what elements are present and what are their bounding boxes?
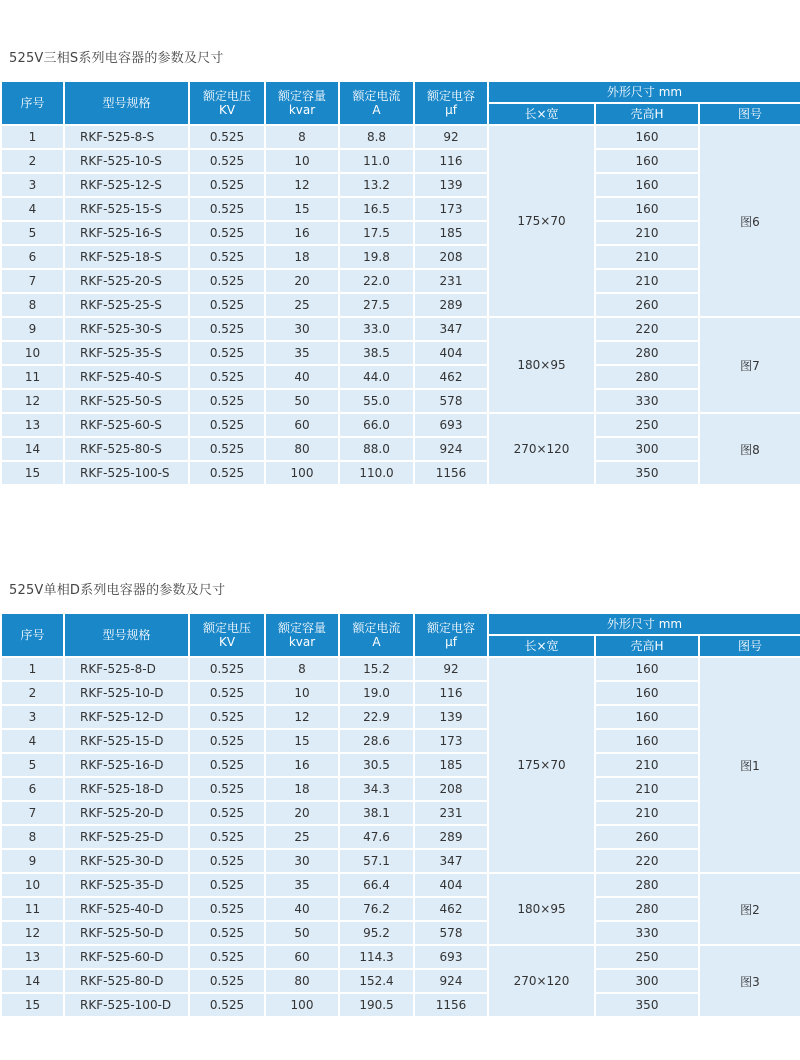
header-capacity — [265, 613, 339, 657]
cell-capacitance: 404 — [414, 873, 488, 897]
cell-voltage: 0.525 — [189, 365, 265, 389]
cell-voltage: 0.525 — [189, 753, 265, 777]
cell-index: 11 — [1, 897, 64, 921]
cell-index: 1 — [1, 125, 64, 149]
spec-table — [0, 80, 800, 486]
cell-index: 8 — [1, 825, 64, 849]
header-capacity-label: 额定容量 — [277, 89, 326, 103]
cell-capacitance: 693 — [414, 413, 488, 437]
cell-capacity: 80 — [265, 969, 339, 993]
table-row — [1, 293, 800, 317]
header-height: 壳高H — [595, 635, 699, 657]
cell-capacitance: 116 — [414, 681, 488, 705]
table-row — [1, 437, 800, 461]
cell-index: 7 — [1, 269, 64, 293]
cell-current: 28.6 — [339, 729, 414, 753]
cell-model: RKF-525-60-D — [64, 945, 189, 969]
header-voltage-label: 额定电压 — [202, 621, 251, 635]
cell-model: RKF-525-60-S — [64, 413, 189, 437]
cell-current: 190.5 — [339, 993, 414, 1017]
cell-capacity: 30 — [265, 849, 339, 873]
cell-height: 160 — [595, 681, 699, 705]
table-row — [1, 657, 800, 681]
cell-length-width: 270×120 — [488, 413, 595, 485]
cell-capacity: 40 — [265, 365, 339, 389]
cell-capacity: 60 — [265, 945, 339, 969]
cell-capacitance: 208 — [414, 777, 488, 801]
cell-capacitance: 1156 — [414, 461, 488, 485]
cell-voltage: 0.525 — [189, 705, 265, 729]
cell-capacity: 40 — [265, 897, 339, 921]
cell-height: 160 — [595, 729, 699, 753]
cell-current: 152.4 — [339, 969, 414, 993]
cell-capacitance: 116 — [414, 149, 488, 173]
table-row — [1, 365, 800, 389]
cell-capacitance: 289 — [414, 825, 488, 849]
table-row — [1, 245, 800, 269]
cell-capacitance: 208 — [414, 245, 488, 269]
cell-figure: 图2 — [699, 873, 800, 945]
cell-model: RKF-525-16-D — [64, 753, 189, 777]
header-capacity-unit: kvar — [288, 103, 316, 117]
cell-current: 38.1 — [339, 801, 414, 825]
table-row — [1, 197, 800, 221]
cell-model: RKF-525-50-S — [64, 389, 189, 413]
cell-index: 1 — [1, 657, 64, 681]
cell-capacity: 12 — [265, 173, 339, 197]
table-row — [1, 125, 800, 149]
table-row — [1, 269, 800, 293]
cell-model: RKF-525-10-S — [64, 149, 189, 173]
table-row — [1, 317, 800, 341]
header-current-unit: A — [372, 635, 381, 649]
cell-capacity: 10 — [265, 681, 339, 705]
table-row — [1, 173, 800, 197]
cell-index: 10 — [1, 341, 64, 365]
cell-voltage: 0.525 — [189, 969, 265, 993]
cell-voltage: 0.525 — [189, 413, 265, 437]
cell-height: 260 — [595, 293, 699, 317]
cell-current: 47.6 — [339, 825, 414, 849]
header-length-width: 长×宽 — [488, 635, 595, 657]
cell-capacity: 35 — [265, 341, 339, 365]
cell-capacitance: 347 — [414, 317, 488, 341]
cell-height: 210 — [595, 269, 699, 293]
cell-capacitance: 462 — [414, 365, 488, 389]
cell-current: 22.0 — [339, 269, 414, 293]
header-figure: 图号 — [699, 103, 800, 125]
cell-index: 3 — [1, 173, 64, 197]
cell-current: 8.8 — [339, 125, 414, 149]
header-index: 序号 — [1, 613, 64, 657]
table-row — [1, 149, 800, 173]
cell-capacity: 20 — [265, 269, 339, 293]
cell-capacitance: 1156 — [414, 993, 488, 1017]
cell-index: 5 — [1, 221, 64, 245]
cell-length-width: 180×95 — [488, 873, 595, 945]
cell-capacity: 25 — [265, 825, 339, 849]
header-voltage — [189, 81, 265, 125]
cell-figure: 图1 — [699, 657, 800, 873]
cell-voltage: 0.525 — [189, 873, 265, 897]
table-row — [1, 681, 800, 705]
cell-height: 160 — [595, 705, 699, 729]
cell-capacity: 15 — [265, 729, 339, 753]
cell-index: 13 — [1, 413, 64, 437]
cell-capacity: 10 — [265, 149, 339, 173]
cell-model: RKF-525-35-S — [64, 341, 189, 365]
cell-capacitance: 139 — [414, 705, 488, 729]
header-capacity — [265, 81, 339, 125]
cell-model: RKF-525-40-S — [64, 365, 189, 389]
header-capacitance — [414, 613, 488, 657]
header-capacitance-unit: μf — [445, 103, 457, 117]
cell-model: RKF-525-80-S — [64, 437, 189, 461]
header-voltage-label: 额定电压 — [202, 89, 251, 103]
cell-current: 95.2 — [339, 921, 414, 945]
cell-height: 280 — [595, 365, 699, 389]
cell-height: 260 — [595, 825, 699, 849]
cell-model: RKF-525-30-D — [64, 849, 189, 873]
cell-voltage: 0.525 — [189, 437, 265, 461]
cell-model: RKF-525-100-S — [64, 461, 189, 485]
table-body — [1, 657, 800, 1017]
table-row — [1, 729, 800, 753]
cell-current: 114.3 — [339, 945, 414, 969]
cell-index: 12 — [1, 389, 64, 413]
cell-model: RKF-525-20-D — [64, 801, 189, 825]
cell-voltage: 0.525 — [189, 681, 265, 705]
cell-current: 88.0 — [339, 437, 414, 461]
table-row — [1, 389, 800, 413]
cell-capacity: 35 — [265, 873, 339, 897]
cell-capacity: 50 — [265, 389, 339, 413]
cell-capacity: 100 — [265, 993, 339, 1017]
cell-current: 11.0 — [339, 149, 414, 173]
cell-index: 4 — [1, 197, 64, 221]
cell-voltage: 0.525 — [189, 897, 265, 921]
cell-current: 38.5 — [339, 341, 414, 365]
header-index: 序号 — [1, 81, 64, 125]
cell-height: 350 — [595, 993, 699, 1017]
cell-figure: 图7 — [699, 317, 800, 413]
cell-index: 6 — [1, 777, 64, 801]
cell-capacity: 80 — [265, 437, 339, 461]
cell-current: 19.0 — [339, 681, 414, 705]
cell-capacitance: 578 — [414, 389, 488, 413]
header-dimensions: 外形尺寸 mm — [488, 613, 800, 635]
cell-length-width: 180×95 — [488, 317, 595, 413]
cell-index: 9 — [1, 317, 64, 341]
header-current-label: 额定电流 — [352, 89, 401, 103]
cell-index: 5 — [1, 753, 64, 777]
cell-voltage: 0.525 — [189, 945, 265, 969]
table-row — [1, 705, 800, 729]
cell-model: RKF-525-15-S — [64, 197, 189, 221]
cell-current: 16.5 — [339, 197, 414, 221]
header-voltage — [189, 613, 265, 657]
cell-capacitance: 404 — [414, 341, 488, 365]
cell-height: 250 — [595, 945, 699, 969]
cell-height: 300 — [595, 969, 699, 993]
cell-voltage: 0.525 — [189, 729, 265, 753]
cell-capacity: 18 — [265, 777, 339, 801]
cell-model: RKF-525-40-D — [64, 897, 189, 921]
cell-index: 3 — [1, 705, 64, 729]
cell-voltage: 0.525 — [189, 245, 265, 269]
cell-capacitance: 289 — [414, 293, 488, 317]
cell-model: RKF-525-35-D — [64, 873, 189, 897]
cell-current: 76.2 — [339, 897, 414, 921]
cell-voltage: 0.525 — [189, 173, 265, 197]
cell-index: 12 — [1, 921, 64, 945]
cell-index: 2 — [1, 149, 64, 173]
cell-index: 6 — [1, 245, 64, 269]
header-current — [339, 613, 414, 657]
cell-voltage: 0.525 — [189, 801, 265, 825]
cell-index: 11 — [1, 365, 64, 389]
cell-current: 19.8 — [339, 245, 414, 269]
cell-index: 8 — [1, 293, 64, 317]
cell-current: 15.2 — [339, 657, 414, 681]
cell-voltage: 0.525 — [189, 149, 265, 173]
cell-capacity: 15 — [265, 197, 339, 221]
header-current-unit: A — [372, 103, 381, 117]
cell-length-width: 175×70 — [488, 125, 595, 317]
header-model: 型号规格 — [64, 613, 189, 657]
header-capacity-unit: kvar — [288, 635, 316, 649]
cell-height: 210 — [595, 221, 699, 245]
cell-height: 160 — [595, 173, 699, 197]
cell-model: RKF-525-20-S — [64, 269, 189, 293]
cell-current: 27.5 — [339, 293, 414, 317]
cell-height: 160 — [595, 149, 699, 173]
cell-capacitance: 347 — [414, 849, 488, 873]
cell-capacitance: 173 — [414, 729, 488, 753]
cell-model: RKF-525-8-S — [64, 125, 189, 149]
cell-height: 160 — [595, 197, 699, 221]
cell-capacitance: 231 — [414, 801, 488, 825]
cell-capacity: 20 — [265, 801, 339, 825]
cell-index: 2 — [1, 681, 64, 705]
cell-index: 15 — [1, 461, 64, 485]
cell-height: 220 — [595, 317, 699, 341]
cell-voltage: 0.525 — [189, 657, 265, 681]
cell-current: 66.0 — [339, 413, 414, 437]
cell-index: 14 — [1, 437, 64, 461]
cell-capacitance: 231 — [414, 269, 488, 293]
cell-voltage: 0.525 — [189, 849, 265, 873]
cell-voltage: 0.525 — [189, 269, 265, 293]
cell-height: 280 — [595, 897, 699, 921]
cell-height: 330 — [595, 921, 699, 945]
cell-capacitance: 139 — [414, 173, 488, 197]
table-row — [1, 849, 800, 873]
cell-model: RKF-525-16-S — [64, 221, 189, 245]
cell-capacity: 12 — [265, 705, 339, 729]
cell-height: 210 — [595, 801, 699, 825]
table-row — [1, 897, 800, 921]
header-model: 型号规格 — [64, 81, 189, 125]
table-row — [1, 801, 800, 825]
cell-height: 250 — [595, 413, 699, 437]
cell-current: 55.0 — [339, 389, 414, 413]
cell-model: RKF-525-10-D — [64, 681, 189, 705]
cell-height: 300 — [595, 437, 699, 461]
cell-capacity: 50 — [265, 921, 339, 945]
cell-index: 9 — [1, 849, 64, 873]
table-row — [1, 945, 800, 969]
header-voltage-unit: KV — [218, 635, 236, 649]
table-row — [1, 221, 800, 245]
cell-current: 34.3 — [339, 777, 414, 801]
cell-model: RKF-525-12-S — [64, 173, 189, 197]
cell-capacity: 18 — [265, 245, 339, 269]
header-current — [339, 81, 414, 125]
header-capacity-label: 额定容量 — [277, 621, 326, 635]
cell-index: 14 — [1, 969, 64, 993]
cell-index: 13 — [1, 945, 64, 969]
header-capacitance — [414, 81, 488, 125]
cell-capacitance: 924 — [414, 437, 488, 461]
cell-height: 280 — [595, 341, 699, 365]
cell-height: 160 — [595, 657, 699, 681]
header-capacitance-label: 额定电容 — [426, 89, 475, 103]
header-height: 壳高H — [595, 103, 699, 125]
cell-model: RKF-525-30-S — [64, 317, 189, 341]
spec-table — [0, 612, 800, 1018]
cell-current: 13.2 — [339, 173, 414, 197]
cell-voltage: 0.525 — [189, 993, 265, 1017]
cell-current: 33.0 — [339, 317, 414, 341]
cell-height: 220 — [595, 849, 699, 873]
cell-capacity: 30 — [265, 317, 339, 341]
cell-capacitance: 693 — [414, 945, 488, 969]
cell-model: RKF-525-18-D — [64, 777, 189, 801]
cell-current: 17.5 — [339, 221, 414, 245]
table-row — [1, 969, 800, 993]
cell-voltage: 0.525 — [189, 293, 265, 317]
cell-current: 110.0 — [339, 461, 414, 485]
cell-voltage: 0.525 — [189, 389, 265, 413]
cell-capacitance: 462 — [414, 897, 488, 921]
cell-capacity: 25 — [265, 293, 339, 317]
cell-height: 210 — [595, 753, 699, 777]
header-figure: 图号 — [699, 635, 800, 657]
table-row — [1, 777, 800, 801]
cell-voltage: 0.525 — [189, 221, 265, 245]
cell-voltage: 0.525 — [189, 317, 265, 341]
cell-model: RKF-525-80-D — [64, 969, 189, 993]
cell-current: 30.5 — [339, 753, 414, 777]
cell-voltage: 0.525 — [189, 777, 265, 801]
cell-model: RKF-525-100-D — [64, 993, 189, 1017]
cell-model: RKF-525-25-D — [64, 825, 189, 849]
table-row — [1, 873, 800, 897]
cell-current: 57.1 — [339, 849, 414, 873]
cell-capacity: 100 — [265, 461, 339, 485]
cell-capacity: 8 — [265, 657, 339, 681]
cell-voltage: 0.525 — [189, 125, 265, 149]
cell-length-width: 270×120 — [488, 945, 595, 1017]
cell-capacitance: 92 — [414, 657, 488, 681]
cell-height: 280 — [595, 873, 699, 897]
table-row — [1, 921, 800, 945]
cell-current: 22.9 — [339, 705, 414, 729]
cell-capacity: 8 — [265, 125, 339, 149]
table-row — [1, 825, 800, 849]
cell-voltage: 0.525 — [189, 825, 265, 849]
cell-model: RKF-525-25-S — [64, 293, 189, 317]
cell-model: RKF-525-8-D — [64, 657, 189, 681]
cell-voltage: 0.525 — [189, 197, 265, 221]
section-title: 525V三相S系列电容器的参数及尺寸 — [9, 51, 224, 66]
cell-voltage: 0.525 — [189, 461, 265, 485]
cell-figure: 图8 — [699, 413, 800, 485]
cell-height: 350 — [595, 461, 699, 485]
cell-capacitance: 924 — [414, 969, 488, 993]
cell-model: RKF-525-12-D — [64, 705, 189, 729]
cell-voltage: 0.525 — [189, 341, 265, 365]
cell-current: 44.0 — [339, 365, 414, 389]
table-row — [1, 753, 800, 777]
cell-capacitance: 173 — [414, 197, 488, 221]
cell-voltage: 0.525 — [189, 921, 265, 945]
cell-index: 7 — [1, 801, 64, 825]
cell-length-width: 175×70 — [488, 657, 595, 873]
cell-height: 330 — [595, 389, 699, 413]
cell-capacitance: 185 — [414, 221, 488, 245]
cell-index: 10 — [1, 873, 64, 897]
table-row — [1, 413, 800, 437]
header-current-label: 额定电流 — [352, 621, 401, 635]
table-row — [1, 993, 800, 1017]
cell-figure: 图3 — [699, 945, 800, 1017]
cell-height: 210 — [595, 777, 699, 801]
cell-model: RKF-525-15-D — [64, 729, 189, 753]
header-capacitance-label: 额定电容 — [426, 621, 475, 635]
header-length-width: 长×宽 — [488, 103, 595, 125]
cell-index: 15 — [1, 993, 64, 1017]
cell-height: 160 — [595, 125, 699, 149]
table-row — [1, 341, 800, 365]
cell-current: 66.4 — [339, 873, 414, 897]
cell-capacity: 60 — [265, 413, 339, 437]
cell-height: 210 — [595, 245, 699, 269]
cell-model: RKF-525-18-S — [64, 245, 189, 269]
header-dimensions: 外形尺寸 mm — [488, 81, 800, 103]
cell-figure: 图6 — [699, 125, 800, 317]
section-title: 525V单相D系列电容器的参数及尺寸 — [9, 583, 226, 598]
cell-capacity: 16 — [265, 753, 339, 777]
cell-model: RKF-525-50-D — [64, 921, 189, 945]
cell-capacity: 16 — [265, 221, 339, 245]
cell-capacitance: 92 — [414, 125, 488, 149]
table-body — [1, 125, 800, 485]
header-capacitance-unit: μf — [445, 635, 457, 649]
cell-capacitance: 578 — [414, 921, 488, 945]
table-row — [1, 461, 800, 485]
cell-capacitance: 185 — [414, 753, 488, 777]
cell-index: 4 — [1, 729, 64, 753]
header-voltage-unit: KV — [218, 103, 236, 117]
